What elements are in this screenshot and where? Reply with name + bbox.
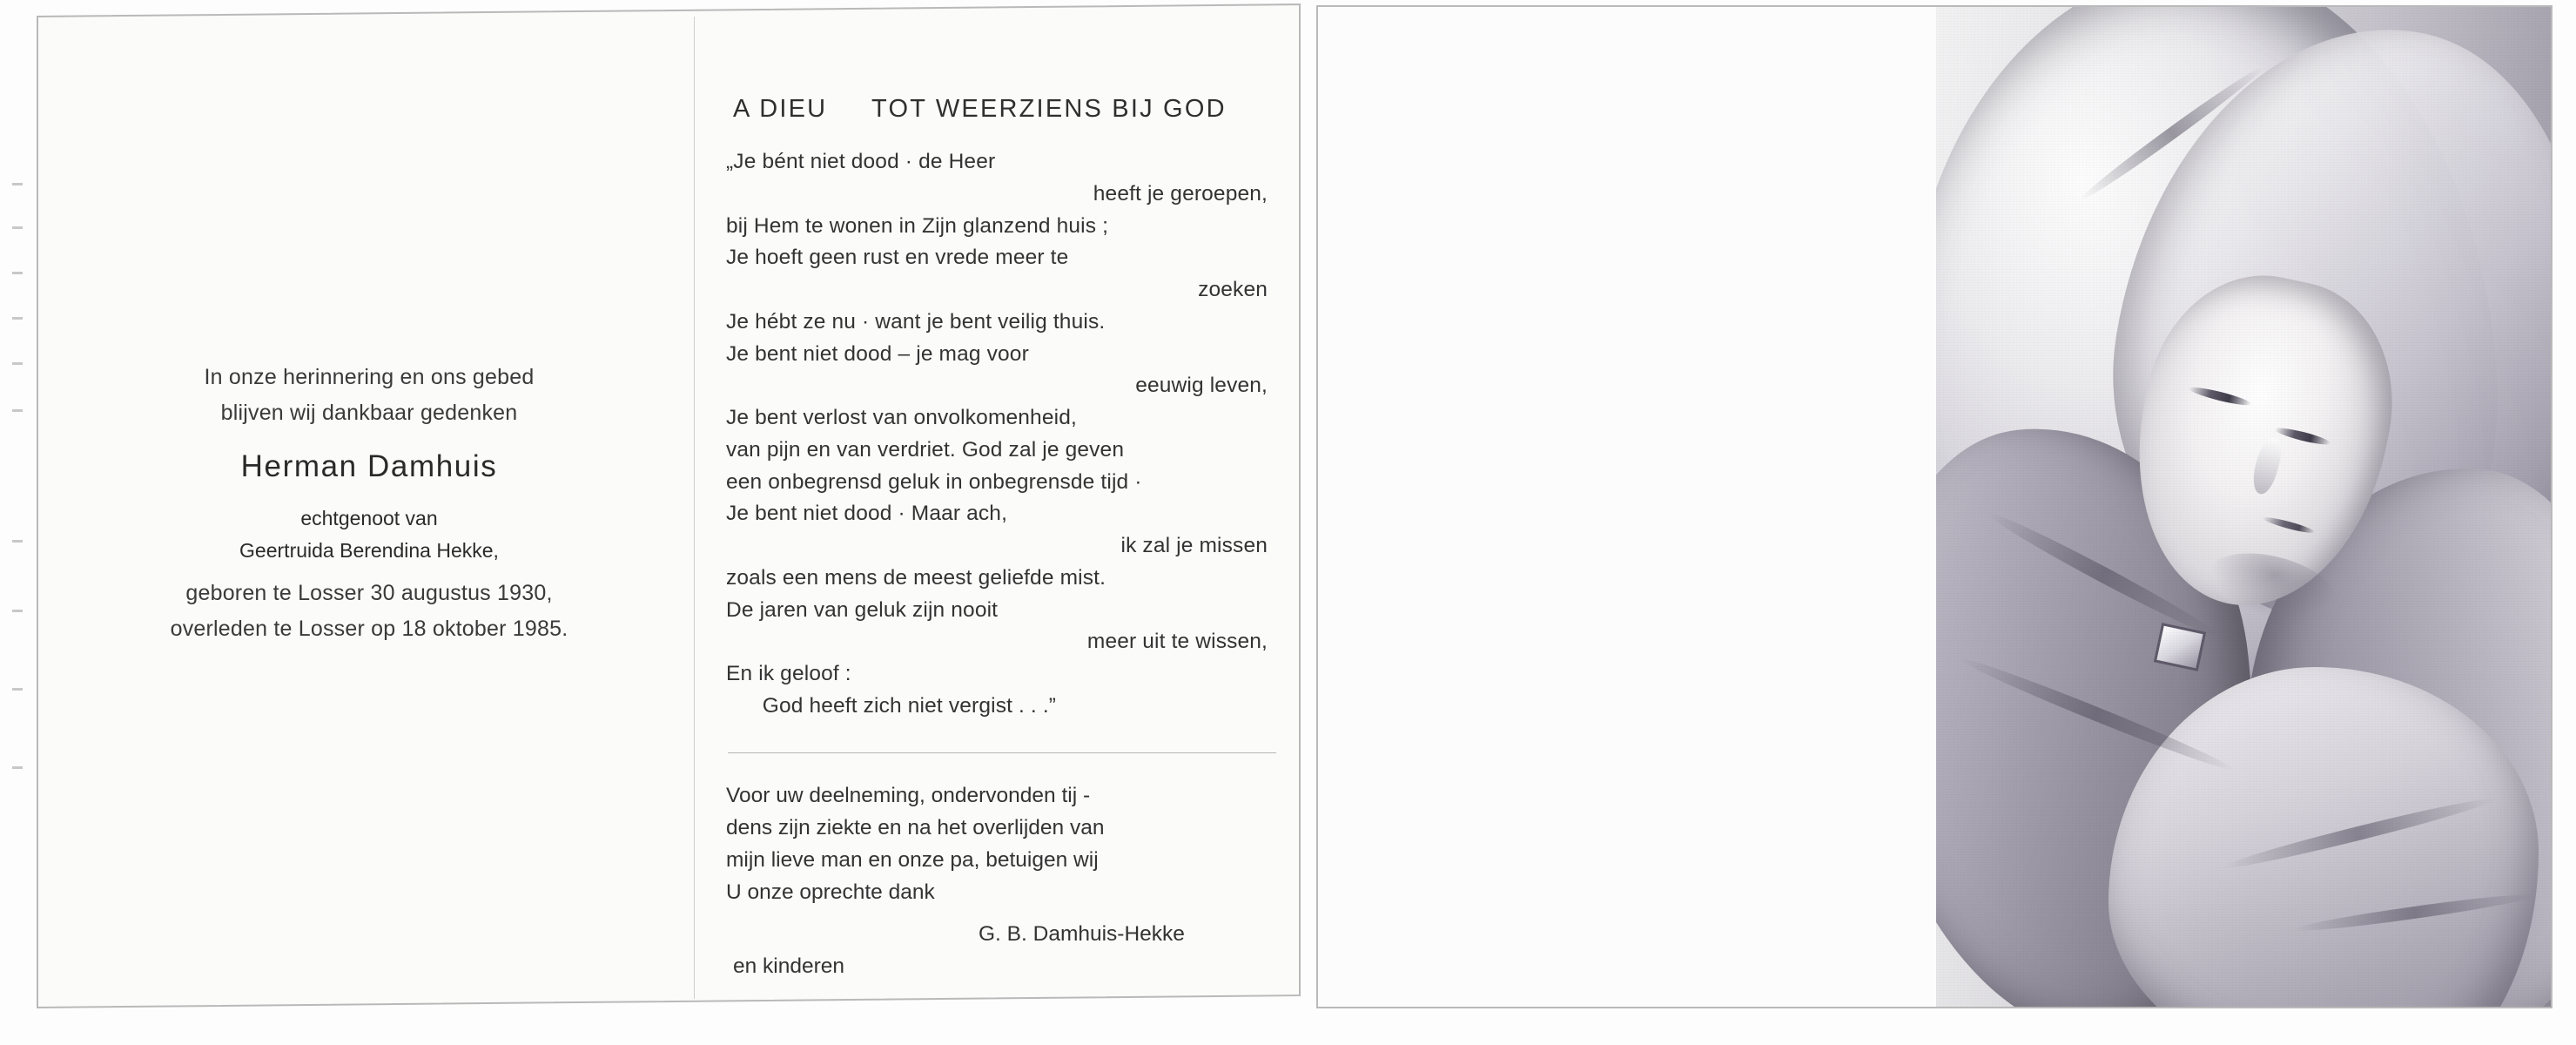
pieta-madonna-photo <box>1936 7 2551 1007</box>
memorial-card-photo-page <box>1316 5 2552 1008</box>
thanks-line: mijn lieve man en onze pa, betuigen wij <box>726 847 1099 872</box>
poem-line: heeft je geroepen, <box>1093 181 1268 206</box>
poem-line: een onbegrensd geluk in onbegrensde tijd · <box>726 469 1142 494</box>
signature-children: en kinderen <box>733 954 845 979</box>
poem-line: Je bent verlost van onvolkomenheid, <box>726 406 1077 430</box>
poem-line: ik zal je missen <box>1120 534 1268 558</box>
thanks-line: dens zijn ziekte en na het overlijden van <box>726 815 1105 839</box>
death-line: overleden te Losser op 18 oktober 1985. <box>170 616 568 641</box>
poem-title: A DIEU TOT WEERZIENS BIJ GOD <box>733 95 1227 124</box>
perforation-mark <box>12 317 23 320</box>
perforation-mark <box>12 183 23 185</box>
panel-divider <box>694 17 695 999</box>
poem-line: „Je bént niet dood · de Heer <box>726 150 996 174</box>
poem-line: Je bent niet dood · Maar ach, <box>726 502 1008 526</box>
poem-line: God heeft zich niet vergist . . .” <box>726 693 1057 718</box>
memorial-card-text-page <box>37 3 1301 1008</box>
perforation-mark <box>12 766 23 769</box>
remembrance-line-1: In onze herinnering en ons gebed <box>204 365 535 390</box>
poem-line: van pijn en van verdriet. God zal je geven <box>726 437 1125 462</box>
perforation-mark <box>12 409 23 412</box>
perforation-mark <box>12 226 23 229</box>
poem-line: meer uit te wissen, <box>1086 630 1268 654</box>
poem-block <box>726 95 1283 983</box>
section-divider <box>728 752 1276 753</box>
remembrance-line-2: blijven wij dankbaar gedenken <box>220 400 518 425</box>
relation-label: echtgenoot van <box>300 506 438 529</box>
poem-line: zoeken <box>1198 278 1268 302</box>
deceased-name: Herman Damhuis <box>240 449 498 484</box>
perforation-mark <box>12 688 23 691</box>
thanks-line: U onze oprechte dank <box>726 880 935 905</box>
poem-line: Je bent niet dood – je mag voor <box>726 341 1029 366</box>
spouse-name: Geertruida Berendina Hekke, <box>239 538 499 562</box>
birth-line: geboren te Losser 30 augustus 1930, <box>185 581 553 606</box>
thanks-line: Voor uw deelneming, ondervonden tij - <box>726 783 1091 807</box>
remembrance-block <box>91 360 648 646</box>
poem-line: Je hoeft geen rust en vrede meer te <box>726 246 1069 270</box>
perforation-mark <box>12 362 23 365</box>
poem-line: De jaren van geluk zijn nooit <box>726 597 999 622</box>
signature-block <box>726 919 1283 983</box>
perforation-mark <box>12 540 23 543</box>
poem-line: zoals een mens de meest geliefde mist. <box>726 565 1106 590</box>
thanks-block <box>726 779 1283 909</box>
perforation-mark <box>12 610 23 612</box>
spacer <box>91 567 648 576</box>
poem-line: En ik geloof : <box>726 662 851 686</box>
poem-line: Je hébt ze nu · want je bent veilig thuis. <box>726 309 1106 334</box>
poem-line: eeuwig leven, <box>1135 374 1268 398</box>
perforation-mark <box>12 272 23 274</box>
poem-line: bij Hem te wonen in Zijn glanzend huis ; <box>726 213 1109 238</box>
poem-body <box>726 146 1283 723</box>
signature-name: G. B. Damhuis-Hekke <box>979 922 1185 947</box>
